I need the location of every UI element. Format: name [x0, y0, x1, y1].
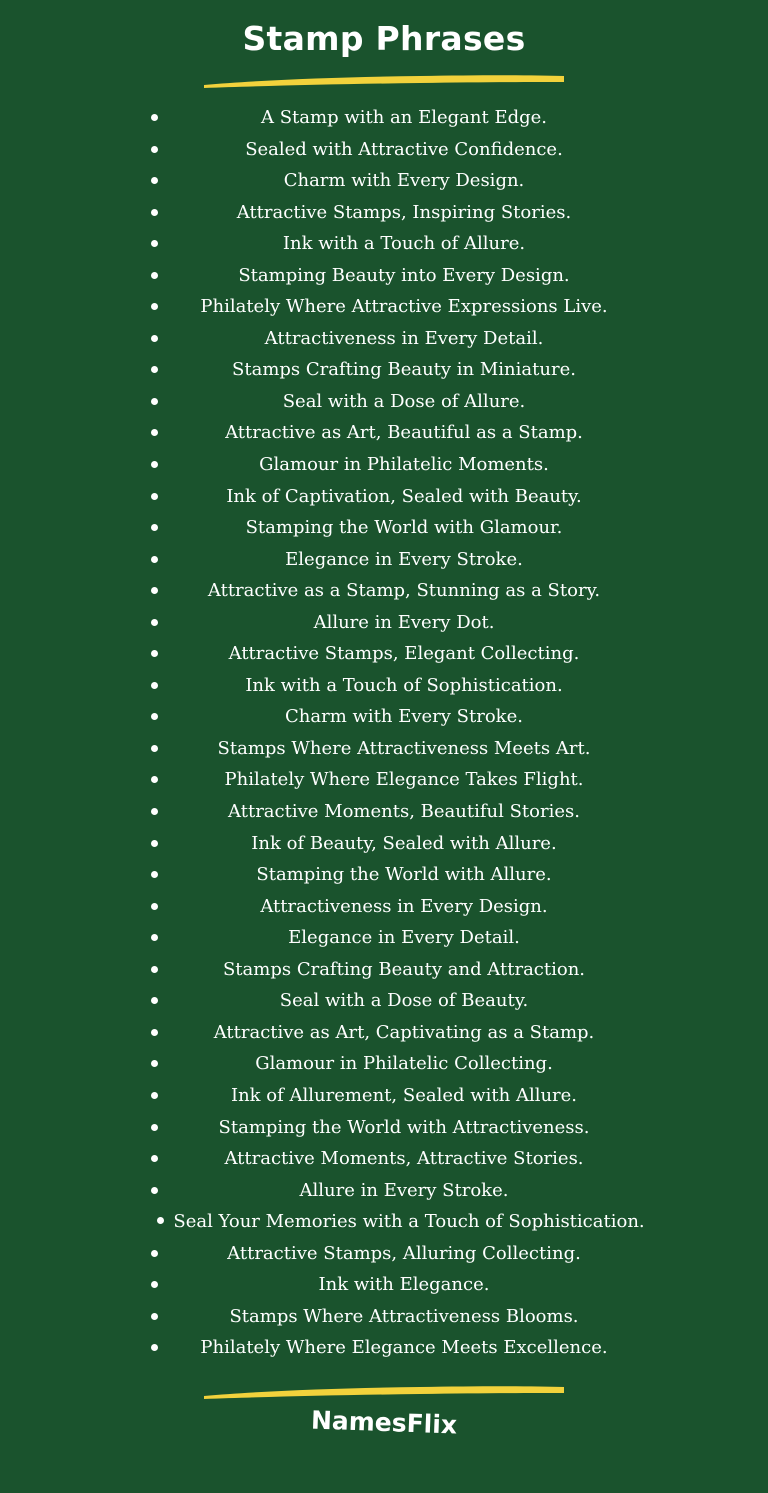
phrase-list-item — [0, 134, 768, 166]
bullet-icon — [151, 146, 158, 153]
phrase-list-item — [0, 828, 768, 860]
phrase-text: Attractive Moments, Attractive Stories. — [224, 1148, 584, 1170]
phrase-text: Attractive Stamps, Elegant Collecting. — [228, 643, 580, 665]
phrase-text: Ink of Beauty, Sealed with Allure. — [251, 832, 557, 854]
phrase-list-item — [0, 607, 768, 639]
phrase-text: Elegance in Every Detail. — [288, 927, 520, 949]
phrase-list-item — [0, 1238, 768, 1270]
phrase-list-item — [0, 1143, 768, 1175]
bullet-icon — [151, 808, 158, 815]
bullet-icon — [151, 1313, 158, 1320]
phrase-text: Seal with a Dose of Allure. — [282, 390, 526, 412]
bullet-icon — [151, 461, 158, 468]
bullet-icon — [151, 114, 158, 121]
phrase-list-item — [0, 386, 768, 418]
bullet-icon — [151, 209, 158, 216]
phrase-list-item — [0, 796, 768, 828]
phrase-text: Stamps Where Attractiveness Blooms. — [229, 1305, 579, 1327]
bullet-icon — [151, 776, 158, 783]
phrase-list-item — [0, 1175, 768, 1207]
phrase-list-item — [0, 733, 768, 765]
phrase-list-item — [0, 260, 768, 292]
bullet-icon — [151, 840, 158, 847]
phrase-text: Ink with Elegance. — [318, 1274, 490, 1296]
bullet-icon — [151, 1060, 158, 1067]
phrase-text: Stamping the World with Allure. — [256, 864, 552, 886]
phrase-list-item — [0, 859, 768, 891]
phrase-list-item — [0, 512, 768, 544]
phrase-text: Attractive as Art, Beautiful as a Stamp. — [225, 422, 583, 444]
bullet-icon — [151, 335, 158, 342]
bullet-icon — [151, 682, 158, 689]
phrase-list-item — [0, 1269, 768, 1301]
phrase-row — [123, 1206, 644, 1238]
bullet-icon — [151, 871, 158, 878]
phrase-list-item — [0, 1332, 768, 1364]
bullet-icon — [151, 997, 158, 1004]
phrase-text: Glamour in Philatelic Moments. — [259, 454, 549, 476]
bullet-icon — [151, 713, 158, 720]
bullet-icon — [151, 1155, 158, 1162]
phrase-list-item — [0, 417, 768, 449]
phrase-text: Philately Where Elegance Takes Flight. — [224, 769, 584, 791]
bullet-icon — [151, 366, 158, 373]
phrase-list-item — [0, 102, 768, 134]
bullet-icon — [151, 1124, 158, 1131]
phrase-text: Ink of Allurement, Sealed with Allure. — [230, 1084, 578, 1106]
phrase-list-item — [0, 1017, 768, 1049]
bullet-icon — [151, 398, 158, 405]
phrase-list-item — [0, 1080, 768, 1112]
phrase-text: Charm with Every Stroke. — [285, 706, 523, 728]
phrase-list-item — [0, 670, 768, 702]
bullet-icon — [151, 587, 158, 594]
phrase-list-item — [0, 575, 768, 607]
phrase-text: Attractive Stamps, Inspiring Stories. — [236, 201, 572, 223]
phrase-text: Stamping the World with Glamour. — [245, 517, 563, 539]
bullet-icon — [151, 650, 158, 657]
phrase-text: Attractive Moments, Beautiful Stories. — [228, 801, 580, 823]
brand-logo-text: NamesFlix — [310, 1405, 458, 1440]
brush-stroke-divider-top — [200, 70, 568, 92]
phrase-text: Philately Where Elegance Meets Excellence. — [200, 1337, 608, 1359]
phrase-text: Attractive as a Stamp, Stunning as a Story. — [207, 580, 601, 602]
phrase-list-item — [0, 1048, 768, 1080]
phrase-text: Attractive Stamps, Alluring Collecting. — [227, 1242, 581, 1264]
phrase-list-item — [0, 291, 768, 323]
phrase-text: Attractive as Art, Captivating as a Stamp. — [213, 1021, 595, 1043]
phrase-list-item — [0, 701, 768, 733]
phrase-text: Glamour in Philatelic Collecting. — [255, 1053, 553, 1075]
phrase-list-item — [0, 228, 768, 260]
phrase-text: Sealed with Attractive Confidence. — [245, 138, 563, 160]
phrase-list-item — [0, 165, 768, 197]
bullet-icon — [151, 1250, 158, 1257]
bullet-icon — [151, 240, 158, 247]
phrase-list-item — [0, 891, 768, 923]
bullet-icon — [151, 1187, 158, 1194]
bullet-icon — [151, 429, 158, 436]
bullet-icon — [151, 934, 158, 941]
bullet-icon — [151, 903, 158, 910]
phrase-text: Elegance in Every Stroke. — [285, 548, 523, 570]
phrase-list-item — [0, 1112, 768, 1144]
phrase-text: Stamping the World with Attractiveness. — [218, 1116, 590, 1138]
page-title: Stamp Phrases — [242, 19, 526, 58]
phrase-text: Stamps Crafting Beauty and Attraction. — [222, 958, 586, 980]
phrase-list-item — [0, 481, 768, 513]
bullet-icon — [157, 1217, 164, 1224]
phrase-text: Ink of Captivation, Sealed with Beauty. — [226, 485, 582, 507]
phrase-list-item — [0, 197, 768, 229]
phrase-list-item — [0, 544, 768, 576]
phrase-text: Charm with Every Design. — [283, 170, 525, 192]
phrase-list — [0, 102, 768, 1364]
phrase-list-item — [0, 764, 768, 796]
bullet-icon — [151, 1029, 158, 1036]
phrase-text: Stamps Where Attractiveness Meets Art. — [217, 737, 591, 759]
bullet-icon — [151, 177, 158, 184]
bullet-icon — [151, 272, 158, 279]
phrase-list-item — [0, 1206, 768, 1238]
bullet-icon — [151, 524, 158, 531]
phrase-text: Stamping Beauty into Every Design. — [238, 264, 570, 286]
phrase-text: Seal Your Memories with a Touch of Sophistication. — [173, 1211, 645, 1233]
phrase-list-item — [0, 638, 768, 670]
phrase-text: Allure in Every Dot. — [313, 611, 495, 633]
bullet-icon — [151, 619, 158, 626]
phrase-list-item — [0, 985, 768, 1017]
bullet-icon — [151, 745, 158, 752]
bullet-icon — [151, 556, 158, 563]
bullet-icon — [151, 1092, 158, 1099]
phrase-text: Seal with a Dose of Beauty. — [279, 990, 529, 1012]
phrase-text: Stamps Crafting Beauty in Miniature. — [232, 359, 576, 381]
phrase-list-item — [0, 954, 768, 986]
bullet-icon — [151, 493, 158, 500]
phrase-list-item — [0, 1301, 768, 1333]
phrase-list-item — [0, 323, 768, 355]
bullet-icon — [151, 966, 158, 973]
phrase-text: Attractiveness in Every Design. — [260, 895, 548, 917]
phrase-list-item — [0, 922, 768, 954]
phrase-text: Allure in Every Stroke. — [299, 1179, 509, 1201]
phrase-list-item — [0, 354, 768, 386]
phrase-text: Ink with a Touch of Sophistication. — [245, 674, 563, 696]
bullet-icon — [151, 1344, 158, 1351]
phrase-list-item — [0, 449, 768, 481]
phrase-text: Philately Where Attractive Expressions Live. — [200, 296, 608, 318]
bullet-icon — [151, 1281, 158, 1288]
phrase-text: Attractiveness in Every Detail. — [264, 327, 544, 349]
bullet-icon — [151, 303, 158, 310]
phrase-text: A Stamp with an Elegant Edge. — [261, 107, 547, 128]
phrase-text: Ink with a Touch of Allure. — [282, 233, 526, 255]
